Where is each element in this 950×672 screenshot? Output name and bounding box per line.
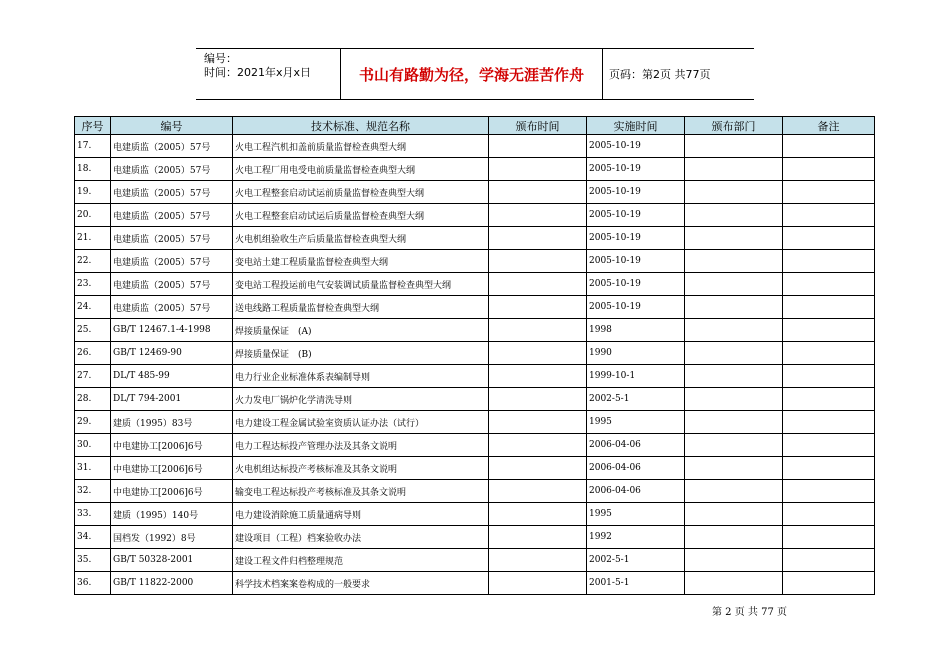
- cell-dept: [685, 273, 783, 296]
- cell-code: 国档发（1992）8号: [111, 526, 233, 549]
- column-header-effective: 实施时间: [587, 117, 685, 135]
- cell-seq: 24.: [75, 296, 111, 319]
- cell-name: 焊接质量保证 (B): [233, 342, 489, 365]
- cell-issued: [489, 572, 587, 595]
- cell-name: 建设项目（工程）档案验收办法: [233, 526, 489, 549]
- table-row: [75, 572, 875, 595]
- cell-effective: 2006-04-06: [587, 480, 685, 503]
- cell-code: GB/T 12469-90: [111, 342, 233, 365]
- table-row: [75, 204, 875, 227]
- cell-code: 电建质监（2005）57号: [111, 227, 233, 250]
- cell-note: [783, 227, 875, 250]
- cell-dept: [685, 572, 783, 595]
- cell-issued: [489, 227, 587, 250]
- table-row: [75, 411, 875, 434]
- cell-seq: 18.: [75, 158, 111, 181]
- cell-effective: 2005-10-19: [587, 181, 685, 204]
- cell-seq: 32.: [75, 480, 111, 503]
- cell-dept: [685, 457, 783, 480]
- cell-effective: 2006-04-06: [587, 434, 685, 457]
- cell-effective: 2005-10-19: [587, 273, 685, 296]
- cell-seq: 17.: [75, 135, 111, 158]
- table-row: [75, 273, 875, 296]
- header-left-block: [204, 52, 311, 80]
- cell-name: 电力行业企业标准体系表编制导则: [233, 365, 489, 388]
- cell-code: 电建质监（2005）57号: [111, 158, 233, 181]
- cell-issued: [489, 250, 587, 273]
- cell-code: 建质（1995）140号: [111, 503, 233, 526]
- cell-code: 电建质监（2005）57号: [111, 204, 233, 227]
- header-page-label: 页码：第2页 共77页: [609, 68, 711, 81]
- cell-name: 焊接质量保证 (A): [233, 319, 489, 342]
- cell-name: 电力建设消除施工质量通病导则: [233, 503, 489, 526]
- cell-note: [783, 204, 875, 227]
- cell-note: [783, 135, 875, 158]
- cell-code: GB/T 12467.1-4-1998: [111, 319, 233, 342]
- cell-issued: [489, 434, 587, 457]
- document-time-label: 时间：2021年x月x日: [204, 66, 312, 79]
- table-row: [75, 158, 875, 181]
- cell-note: [783, 181, 875, 204]
- cell-name: 火力发电厂锅炉化学清洗导则: [233, 388, 489, 411]
- cell-name: 电力工程达标投产管理办法及其条文说明: [233, 434, 489, 457]
- cell-note: [783, 296, 875, 319]
- cell-seq: 20.: [75, 204, 111, 227]
- cell-dept: [685, 526, 783, 549]
- cell-code: 电建质监（2005）57号: [111, 135, 233, 158]
- cell-name: 电力建设工程金属试验室资质认证办法（试行）: [233, 411, 489, 434]
- cell-code: 中电建协工[2006]6号: [111, 434, 233, 457]
- cell-effective: 2005-10-19: [587, 158, 685, 181]
- cell-name: 火电工程汽机扣盖前质量监督检查典型大纲: [233, 135, 489, 158]
- cell-code: DL/T 485-99: [111, 365, 233, 388]
- column-header-issued: 颁布时间: [489, 117, 587, 135]
- table-row: [75, 135, 875, 158]
- cell-seq: 31.: [75, 457, 111, 480]
- cell-dept: [685, 503, 783, 526]
- cell-seq: 28.: [75, 388, 111, 411]
- cell-dept: [685, 388, 783, 411]
- column-header-seq: 序号: [75, 117, 111, 135]
- cell-name: 火电工程整套启动试运前质量监督检查典型大纲: [233, 181, 489, 204]
- cell-seq: 35.: [75, 549, 111, 572]
- cell-name: 科学技术档案案卷构成的一般要求: [233, 572, 489, 595]
- cell-effective: 1995: [587, 411, 685, 434]
- cell-name: 火电机组达标投产考核标准及其条文说明: [233, 457, 489, 480]
- cell-code: 电建质监（2005）57号: [111, 296, 233, 319]
- cell-note: [783, 365, 875, 388]
- standards-table: [74, 116, 875, 595]
- cell-code: 建质（1995）83号: [111, 411, 233, 434]
- cell-dept: [685, 296, 783, 319]
- cell-issued: [489, 365, 587, 388]
- table-row: [75, 526, 875, 549]
- cell-code: 中电建协工[2006]6号: [111, 480, 233, 503]
- cell-name: 火电工程整套启动试运后质量监督检查典型大纲: [233, 204, 489, 227]
- cell-effective: 2002-5-1: [587, 388, 685, 411]
- cell-seq: 22.: [75, 250, 111, 273]
- table-row: [75, 549, 875, 572]
- cell-effective: 2006-04-06: [587, 457, 685, 480]
- cell-name: 火电机组验收生产后质量监督检查典型大纲: [233, 227, 489, 250]
- cell-issued: [489, 181, 587, 204]
- cell-seq: 36.: [75, 572, 111, 595]
- cell-effective: 1990: [587, 342, 685, 365]
- cell-issued: [489, 388, 587, 411]
- table-row: [75, 457, 875, 480]
- cell-note: [783, 319, 875, 342]
- cell-name: 变电站工程投运前电气安装调试质量监督检查典型大纲: [233, 273, 489, 296]
- document-header: [196, 48, 754, 100]
- cell-seq: 30.: [75, 434, 111, 457]
- cell-code: 中电建协工[2006]6号: [111, 457, 233, 480]
- cell-issued: [489, 411, 587, 434]
- cell-effective: 1995: [587, 503, 685, 526]
- cell-dept: [685, 181, 783, 204]
- cell-seq: 27.: [75, 365, 111, 388]
- cell-issued: [489, 480, 587, 503]
- cell-code: 电建质监（2005）57号: [111, 273, 233, 296]
- column-header-dept: 颁布部门: [685, 117, 783, 135]
- cell-dept: [685, 342, 783, 365]
- cell-name: 火电工程厂用电受电前质量监督检查典型大纲: [233, 158, 489, 181]
- header-motto: 书山有路勤为径，学海无涯苦作舟: [358, 66, 584, 84]
- cell-seq: 25.: [75, 319, 111, 342]
- table-header-row: [75, 117, 875, 135]
- cell-note: [783, 411, 875, 434]
- cell-effective: 1992: [587, 526, 685, 549]
- cell-note: [783, 250, 875, 273]
- cell-dept: [685, 434, 783, 457]
- cell-issued: [489, 296, 587, 319]
- table-body: [75, 135, 875, 595]
- cell-dept: [685, 204, 783, 227]
- table-row: [75, 503, 875, 526]
- cell-issued: [489, 273, 587, 296]
- cell-effective: 2005-10-19: [587, 296, 685, 319]
- cell-note: [783, 572, 875, 595]
- cell-effective: 1998: [587, 319, 685, 342]
- cell-effective: 2005-10-19: [587, 227, 685, 250]
- cell-note: [783, 457, 875, 480]
- cell-note: [783, 342, 875, 365]
- table-row: [75, 365, 875, 388]
- cell-effective: 2002-5-1: [587, 549, 685, 572]
- cell-note: [783, 526, 875, 549]
- table-row: [75, 227, 875, 250]
- cell-issued: [489, 526, 587, 549]
- cell-code: 电建质监（2005）57号: [111, 250, 233, 273]
- cell-effective: 2005-10-19: [587, 204, 685, 227]
- table-row: [75, 434, 875, 457]
- cell-dept: [685, 411, 783, 434]
- cell-effective: 2001-5-1: [587, 572, 685, 595]
- cell-seq: 34.: [75, 526, 111, 549]
- cell-code: GB/T 50328-2001: [111, 549, 233, 572]
- cell-note: [783, 503, 875, 526]
- cell-note: [783, 158, 875, 181]
- cell-name: 建设工程文件归档整理规范: [233, 549, 489, 572]
- table-row: [75, 388, 875, 411]
- cell-code: DL/T 794-2001: [111, 388, 233, 411]
- cell-code: GB/T 11822-2000: [111, 572, 233, 595]
- cell-dept: [685, 158, 783, 181]
- cell-dept: [685, 549, 783, 572]
- cell-seq: 23.: [75, 273, 111, 296]
- cell-issued: [489, 204, 587, 227]
- cell-note: [783, 480, 875, 503]
- document-number-label: 编号：: [204, 52, 237, 65]
- cell-name: 送电线路工程质量监督检查典型大纲: [233, 296, 489, 319]
- cell-issued: [489, 319, 587, 342]
- cell-note: [783, 273, 875, 296]
- cell-seq: 21.: [75, 227, 111, 250]
- cell-effective: 2005-10-19: [587, 250, 685, 273]
- cell-dept: [685, 365, 783, 388]
- cell-dept: [685, 227, 783, 250]
- cell-issued: [489, 158, 587, 181]
- cell-note: [783, 434, 875, 457]
- cell-note: [783, 549, 875, 572]
- cell-dept: [685, 319, 783, 342]
- cell-note: [783, 388, 875, 411]
- column-header-code: 编号: [111, 117, 233, 135]
- page-footer: 第 2 页 共 77 页: [712, 607, 787, 618]
- cell-dept: [685, 135, 783, 158]
- cell-issued: [489, 457, 587, 480]
- cell-seq: 33.: [75, 503, 111, 526]
- table-row: [75, 480, 875, 503]
- cell-effective: 2005-10-19: [587, 135, 685, 158]
- cell-effective: 1999-10-1: [587, 365, 685, 388]
- cell-seq: 26.: [75, 342, 111, 365]
- cell-seq: 29.: [75, 411, 111, 434]
- cell-dept: [685, 250, 783, 273]
- column-header-note: 备注: [783, 117, 875, 135]
- cell-code: 电建质监（2005）57号: [111, 181, 233, 204]
- cell-dept: [685, 480, 783, 503]
- cell-name: 输变电工程达标投产考核标准及其条文说明: [233, 480, 489, 503]
- table-row: [75, 342, 875, 365]
- column-header-name: 技术标准、规范名称: [233, 117, 489, 135]
- cell-issued: [489, 135, 587, 158]
- table-row: [75, 319, 875, 342]
- cell-issued: [489, 503, 587, 526]
- cell-issued: [489, 549, 587, 572]
- table-row: [75, 250, 875, 273]
- table-row: [75, 181, 875, 204]
- table-row: [75, 296, 875, 319]
- cell-seq: 19.: [75, 181, 111, 204]
- cell-issued: [489, 342, 587, 365]
- header-divider-right: [602, 49, 603, 99]
- cell-name: 变电站土建工程质量监督检查典型大纲: [233, 250, 489, 273]
